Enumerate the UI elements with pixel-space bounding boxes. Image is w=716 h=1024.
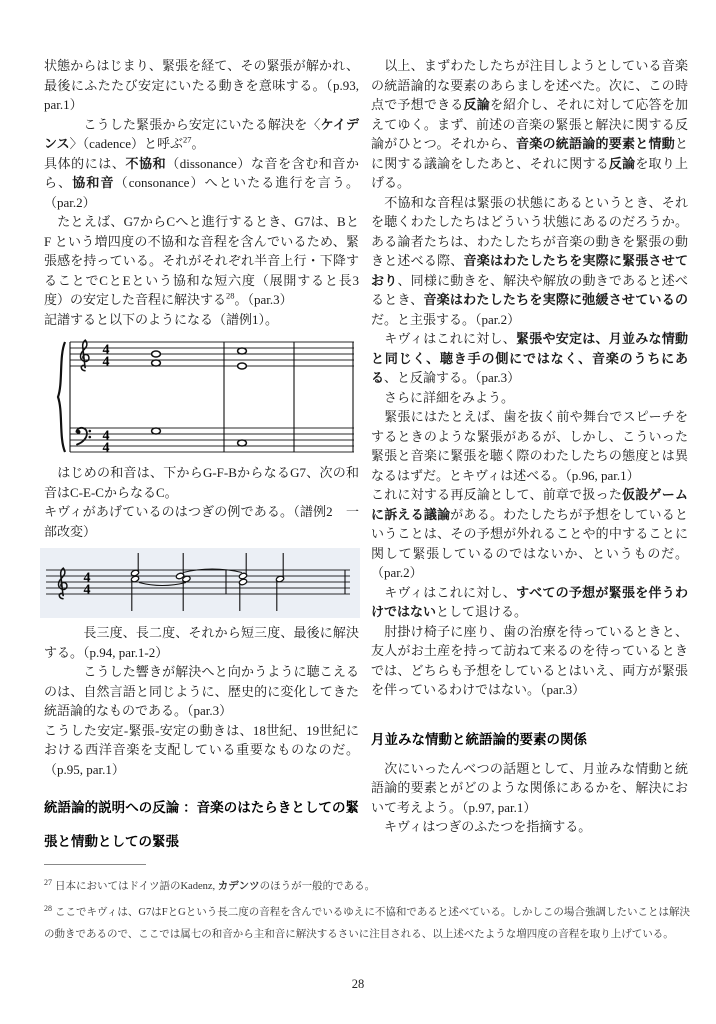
- barlines: [70, 342, 353, 452]
- time-signature-upper: 4: [102, 428, 110, 444]
- paragraph: 長三度、長二度、それから短三度、最後に解決する。（p.94, par.1-2）: [44, 625, 359, 660]
- music-example-2: [40, 548, 360, 618]
- paragraph: キヴィはつぎのふたつを指摘する。: [371, 819, 592, 834]
- music-example-1: [56, 336, 356, 458]
- footnote-rule: [44, 864, 146, 865]
- left-text-block-2: [44, 463, 359, 541]
- page-number: 28: [351, 977, 365, 991]
- section-heading: 統語論的説明への反論 ：音楽のはたらきとしての緊張と情動としての緊張: [44, 800, 359, 849]
- time-signature-lower: 4: [102, 440, 110, 456]
- paragraph: さらに詳細をみよう。: [371, 389, 515, 405]
- paragraph: たとえば、G7からCへと進行するとき、G7は、BとF という増四度の不協和な音程を含んでいるため、緊張感を持っている。それがそれぞれ半音上行・下降することでCとEという協和な短六度（展開すると長3度）の安定した音程に解決する$^{28}$。（par.3）: [44, 214, 359, 307]
- left-text-block-3: [44, 623, 359, 779]
- staff-lines: [70, 342, 354, 452]
- footnote-list: [44, 875, 690, 946]
- paragraph: はじめの和音は、下からG-F-BからなるG7、次の和音はC-E-CからなるC。: [44, 465, 359, 500]
- right-text-block-2: [371, 759, 688, 837]
- paragraph: こうした響きが解決へと向かうように聴こえるのは、自然言語と同じように、歴史的に変化してきた統語論的なものである。（par.3）: [44, 664, 359, 718]
- paragraph: 肘掛け椅子に座り、歯の治療を待っているときと、友人がお土産を持って訪ねて来るのを待っているときでは、どちらも予想をしているとはいえ、両方が緊張を伴っているわけではない。（par.3）: [371, 623, 688, 697]
- paragraph: キヴィはこれに対し、すべての予想が緊張を伴うわけではないとして退ける。: [371, 584, 688, 619]
- paragraph: 以上、まずわたしたちが注目しようとしている音楽の統語論的な要素のあらましを述べた。次に、この時点で予想できる反論を紹介し、それに対して応答を加えてゆく。まず、前述の音楽の緊張と解決に関する反論がひとつ。それから、音楽の統語論的要素と情動とに関する議論をしたあと、それに関する反論を取り上げる。: [371, 58, 688, 190]
- time-signature-lower: 4: [102, 354, 110, 370]
- paragraph: こうした緊張から安定にいたる解決を〈ケイデンス〉（cadence）と呼ぶ$^{27}$。: [44, 116, 359, 151]
- right-text-block-1: [371, 56, 688, 700]
- paragraph: 具体的には、不協和（dissonance）な音を含む和音から、協和音（consonance）へといたる進行を言う。（par.2）: [44, 155, 359, 210]
- paragraph: キヴィがあげているのはつぎの例である。（譜例2 一部改変）: [44, 504, 359, 539]
- left-column: [44, 56, 359, 859]
- left-text-block-1: [44, 56, 359, 329]
- paragraph: 記譜すると以下のようになる（譜例1）。: [44, 311, 279, 327]
- right-column: [371, 56, 688, 837]
- paragraph: こうした安定-緊張-安定の動きは、18世紀、19世紀における西洋音楽を支配している重要なものなのだ。（p.95, par.1）: [44, 722, 359, 777]
- paragraph: 緊張にはたとえば、歯を抜く前や舞台でスピーチをするときのような緊張があるが、しかし、こういった緊張と音楽に緊張を聴く際のわたしたちの態度とは異なるはずだ。とキヴィは述べる。（p.96, par.1）: [371, 409, 688, 483]
- system-brace: [58, 342, 65, 452]
- section-heading: 月並みな情動と統語論的要素の関係: [371, 731, 587, 747]
- paragraph: 不協和な音程は緊張の状態にあるというとき、それを聴くわたしたちはどういう状態にあるのだろうか。ある論者たちは、わたしたちが音楽の動きを緊張の動きと述べる際、音楽はわたしたちを実際に緊張させており、同様に動きを、解決や解放の動きであると述べるとき、音楽はわたしたちを実際に弛緩させているのだ。と主張する。（par.2）: [371, 194, 688, 327]
- time-signature-lower: 4: [83, 582, 91, 598]
- paragraph: 状態からはじまり、緊張を経て、その緊張が解かれ、最後にふたたび安定にいたる動きを意味する。（p.93, par.1）: [44, 58, 359, 112]
- footnotes: [44, 864, 690, 950]
- footnote: $^{27}$ 日本においてはドイツ語のKadenz, カデンツのほうが一般的である。: [44, 877, 376, 892]
- footnote: $^{28}$ ここでキヴィは、G7はFとGという長二度の音程を含んでいるゆえに不協和であると述べている。しかしこの場合強調したいことは解決の動きであるので、ここでは属七の和音から主和音に解決するさいに注目される、以上述べたような増四度の音程を取り上げている。: [44, 903, 690, 940]
- noteheads: [152, 348, 247, 446]
- time-signature-upper: 4: [83, 570, 91, 586]
- paragraph: 次にいったんべつの話題として、月並みな情動と統語論的要素とがどのような関係にあるかを、解決において考えよう。（p.97, par.1）: [371, 760, 688, 815]
- paragraph: キヴィはこれに対し、緊張や安定は、月並みな情動と同じく、聴き手の側にではなく、音楽のうちにある、と反論する。（par.3）: [371, 331, 688, 385]
- time-signature-upper: 4: [102, 342, 110, 358]
- paragraph: これに対する再反論として、前章で扱った仮設ゲームに訴える議論がある。わたしたちが予想をしているということは、その予想が外れることや的中することに関して緊張しているのではないか、というものだ。（par.2）: [371, 487, 688, 580]
